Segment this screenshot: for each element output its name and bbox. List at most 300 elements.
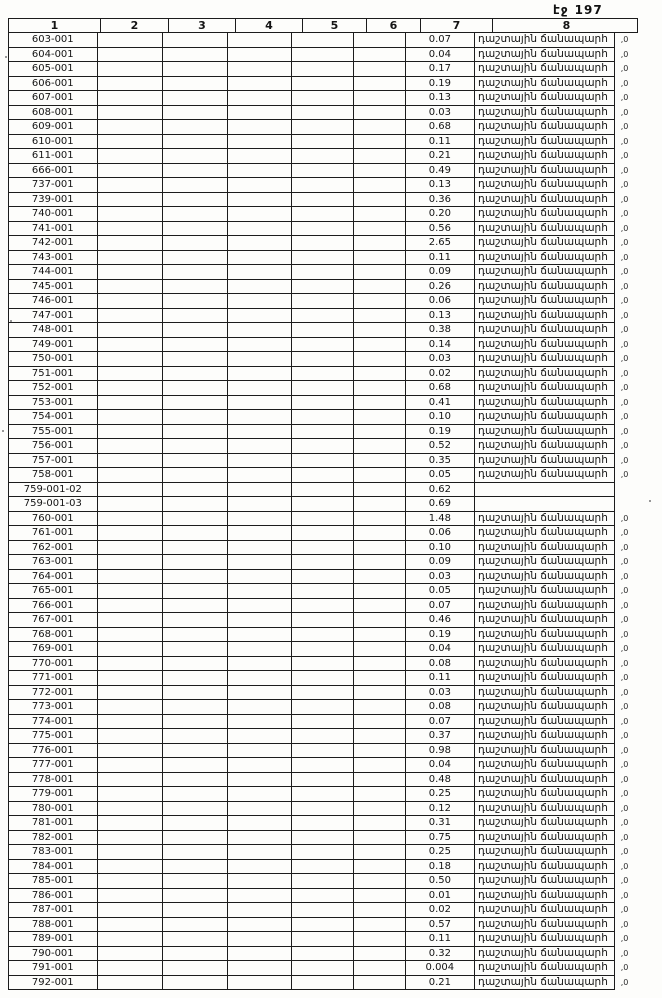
empty-cell — [227, 773, 292, 788]
empty-cell — [353, 541, 405, 556]
area-value-cell: 0.05 — [405, 584, 474, 599]
empty-cell — [291, 164, 353, 179]
margin-mark: ,0 — [620, 600, 629, 610]
empty-cell — [353, 657, 405, 672]
margin-mark: ,0 — [620, 905, 629, 914]
margin-mark: ,0 — [620, 78, 629, 88]
empty-cell — [227, 976, 292, 991]
empty-cell — [227, 497, 292, 512]
table-row — [8, 845, 638, 860]
land-type-cell: դաշտային ճանապարհ — [474, 309, 615, 324]
land-type-cell: դաշտային ճանապարհ — [474, 91, 615, 106]
parcel-code-cell: 666-001 — [8, 164, 97, 179]
parcel-code-cell: 768-001 — [8, 628, 97, 643]
margin-mark: ,0 — [620, 557, 629, 566]
empty-cell — [353, 903, 405, 918]
empty-cell — [291, 860, 353, 875]
land-type-cell: դաշտային ճանապարհ — [474, 628, 615, 643]
empty-cell — [162, 918, 227, 933]
empty-cell — [291, 294, 353, 309]
table-row — [8, 497, 638, 512]
empty-cell — [353, 91, 405, 106]
empty-cell — [353, 48, 405, 63]
empty-cell — [227, 599, 292, 614]
margin-mark: ,0 — [620, 267, 629, 276]
margin-mark: ,0 — [620, 629, 629, 639]
empty-cell — [291, 149, 353, 164]
column-header-7: 7 — [420, 18, 492, 33]
land-type-cell: դաշտային ճանապարհ — [474, 135, 615, 150]
land-type-cell: դաշտային ճանապարհ — [474, 744, 615, 759]
empty-cell — [162, 845, 227, 860]
empty-cell — [97, 787, 162, 802]
margin-mark: ,0 — [620, 397, 629, 407]
empty-cell — [162, 468, 227, 483]
table-row — [8, 323, 638, 338]
parcel-code-cell: 763-001 — [8, 555, 97, 570]
table-row — [8, 686, 638, 701]
parcel-code-cell: 603-001 — [8, 33, 97, 48]
parcel-code-cell: 776-001 — [8, 744, 97, 759]
empty-cell — [291, 425, 353, 440]
empty-cell — [291, 599, 353, 614]
land-type-cell: դաշտային ճանապարհ — [474, 381, 615, 396]
area-value-cell: 0.19 — [405, 425, 474, 440]
empty-cell — [227, 454, 292, 469]
table-row — [8, 309, 638, 324]
empty-cell — [227, 396, 292, 411]
margin-mark: ,0 — [620, 383, 629, 392]
land-type-cell: դաշտային ճանապարհ — [474, 541, 615, 556]
empty-cell — [97, 744, 162, 759]
area-value-cell: 0.11 — [405, 671, 474, 686]
empty-cell — [291, 222, 353, 237]
empty-cell — [162, 947, 227, 962]
empty-cell — [353, 715, 405, 730]
empty-cell — [291, 48, 353, 63]
land-type-cell: դաշտային ճանապարհ — [474, 439, 615, 454]
margin-mark: ,0 — [620, 745, 629, 755]
area-value-cell: 0.68 — [405, 381, 474, 396]
empty-cell — [162, 541, 227, 556]
table-row — [8, 758, 638, 773]
margin-mark — [615, 483, 638, 498]
empty-cell — [97, 555, 162, 570]
empty-cell — [162, 961, 227, 976]
land-type-cell: դաշտային ճանապարհ — [474, 178, 615, 193]
empty-cell — [291, 874, 353, 889]
table-row — [8, 280, 638, 295]
empty-cell — [353, 497, 405, 512]
empty-cell — [353, 439, 405, 454]
empty-cell — [162, 106, 227, 121]
empty-cell — [162, 570, 227, 585]
empty-cell — [227, 48, 292, 63]
empty-cell — [162, 381, 227, 396]
parcel-code-cell: 758-001 — [8, 468, 97, 483]
empty-cell — [353, 802, 405, 817]
empty-cell — [353, 512, 405, 527]
empty-cell — [227, 193, 292, 208]
empty-cell — [291, 280, 353, 295]
margin-mark: ,0 — [620, 122, 629, 131]
parcel-code-cell: 791-001 — [8, 961, 97, 976]
empty-cell — [291, 265, 353, 280]
area-value-cell: 0.32 — [405, 947, 474, 962]
empty-cell — [291, 193, 353, 208]
empty-cell — [353, 120, 405, 135]
table-row — [8, 222, 638, 237]
empty-cell — [353, 265, 405, 280]
empty-cell — [227, 729, 292, 744]
table-row — [8, 62, 638, 77]
table-row — [8, 483, 638, 498]
empty-cell — [227, 932, 292, 947]
empty-cell — [162, 976, 227, 991]
empty-cell — [97, 338, 162, 353]
empty-cell — [162, 178, 227, 193]
parcel-code-cell: 737-001 — [8, 178, 97, 193]
empty-cell — [353, 628, 405, 643]
land-type-cell: դաշտային ճանապարհ — [474, 512, 615, 527]
empty-cell — [227, 439, 292, 454]
land-type-cell: դաշտային ճանապարհ — [474, 860, 615, 875]
table-row — [8, 164, 638, 179]
empty-cell — [162, 294, 227, 309]
empty-cell — [97, 526, 162, 541]
empty-cell — [97, 381, 162, 396]
column-header-5: 5 — [302, 18, 366, 33]
margin-mark: ,0 — [620, 35, 629, 44]
empty-cell — [291, 903, 353, 918]
parcel-code-cell: 742-001 — [8, 236, 97, 251]
table-row — [8, 48, 638, 63]
empty-cell — [353, 207, 405, 222]
empty-cell — [227, 468, 292, 483]
table-row — [8, 512, 638, 527]
empty-cell — [162, 526, 227, 541]
margin-mark: ,0 — [620, 861, 629, 871]
empty-cell — [291, 410, 353, 425]
empty-cell — [291, 918, 353, 933]
area-value-cell: 0.11 — [405, 135, 474, 150]
area-value-cell: 0.01 — [405, 889, 474, 904]
empty-cell — [162, 671, 227, 686]
parcel-code-cell: 756-001 — [8, 439, 97, 454]
empty-cell — [97, 62, 162, 77]
empty-cell — [162, 744, 227, 759]
margin-mark: ,0 — [620, 151, 629, 160]
margin-mark: ,0 — [620, 977, 629, 987]
table-row — [8, 352, 638, 367]
parcel-code-cell: 753-001 — [8, 396, 97, 411]
land-type-cell: դաշտային ճանապարհ — [474, 193, 615, 208]
margin-mark: ,0 — [620, 963, 629, 972]
empty-cell — [291, 251, 353, 266]
land-type-cell: դաշտային ճանապարհ — [474, 410, 615, 425]
empty-cell — [353, 454, 405, 469]
area-value-cell: 0.04 — [405, 48, 474, 63]
empty-cell — [353, 860, 405, 875]
empty-cell — [353, 410, 405, 425]
land-type-cell: դաշտային ճանապարհ — [474, 889, 615, 904]
table-row — [8, 903, 638, 918]
parcel-code-cell: 606-001 — [8, 77, 97, 92]
empty-cell — [353, 309, 405, 324]
land-type-cell: դաշտային ճանապարհ — [474, 599, 615, 614]
empty-cell — [291, 961, 353, 976]
empty-cell — [353, 874, 405, 889]
margin-mark: ,0 — [620, 194, 629, 204]
margin-mark: ,0 — [620, 803, 629, 813]
parcel-code-cell: 784-001 — [8, 860, 97, 875]
area-value-cell: 0.57 — [405, 918, 474, 933]
area-value-cell: 0.07 — [405, 33, 474, 48]
parcel-code-cell: 789-001 — [8, 932, 97, 947]
empty-cell — [227, 715, 292, 730]
empty-cell — [291, 802, 353, 817]
empty-cell — [353, 686, 405, 701]
empty-cell — [162, 831, 227, 846]
data-table — [8, 18, 638, 990]
parcel-code-cell: 787-001 — [8, 903, 97, 918]
area-value-cell: 1.48 — [405, 512, 474, 527]
empty-cell — [97, 193, 162, 208]
land-type-cell: դաշտային ճանապարհ — [474, 932, 615, 947]
empty-cell — [291, 657, 353, 672]
land-type-cell: դաշտային ճանապարհ — [474, 425, 615, 440]
empty-cell — [227, 91, 292, 106]
land-type-cell: դաշտային ճանապարհ — [474, 903, 615, 918]
empty-cell — [291, 468, 353, 483]
empty-cell — [97, 961, 162, 976]
empty-cell — [291, 207, 353, 222]
table-row — [8, 91, 638, 106]
margin-mark: ,0 — [620, 571, 629, 581]
column-header-2: 2 — [100, 18, 168, 33]
column-header-3: 3 — [168, 18, 235, 33]
land-type-cell: դաշտային ճանապարհ — [474, 802, 615, 817]
area-value-cell: 0.52 — [405, 439, 474, 454]
empty-cell — [353, 135, 405, 150]
empty-cell — [227, 860, 292, 875]
column-header-8: 8 — [492, 18, 638, 33]
empty-cell — [97, 265, 162, 280]
empty-cell — [353, 918, 405, 933]
area-value-cell: 0.03 — [405, 106, 474, 121]
empty-cell — [162, 816, 227, 831]
empty-cell — [97, 454, 162, 469]
empty-cell — [227, 584, 292, 599]
land-type-cell: դաշտային ճանապարհ — [474, 686, 615, 701]
empty-cell — [227, 77, 292, 92]
empty-cell — [291, 700, 353, 715]
empty-cell — [162, 599, 227, 614]
area-value-cell: 0.19 — [405, 628, 474, 643]
empty-cell — [97, 758, 162, 773]
empty-cell — [162, 802, 227, 817]
empty-cell — [162, 758, 227, 773]
table-row — [8, 932, 638, 947]
table-row — [8, 671, 638, 686]
empty-cell — [97, 657, 162, 672]
empty-cell — [162, 860, 227, 875]
empty-cell — [291, 323, 353, 338]
empty-cell — [291, 816, 353, 831]
area-value-cell: 0.36 — [405, 193, 474, 208]
table-row — [8, 773, 638, 788]
margin-mark: ,0 — [620, 455, 629, 465]
land-type-cell: դաշտային ճանապարհ — [474, 816, 615, 831]
empty-cell — [291, 381, 353, 396]
empty-cell — [162, 425, 227, 440]
table-row — [8, 381, 638, 396]
empty-cell — [97, 816, 162, 831]
scan-artifact — [5, 56, 7, 58]
parcel-code-cell: 748-001 — [8, 323, 97, 338]
land-type-cell: դաշտային ճանապարհ — [474, 526, 615, 541]
area-value-cell: 0.38 — [405, 323, 474, 338]
table-row — [8, 338, 638, 353]
empty-cell — [97, 729, 162, 744]
area-value-cell: 0.07 — [405, 599, 474, 614]
margin-mark: ,0 — [620, 441, 629, 450]
margin-mark: ,0 — [620, 238, 629, 247]
table-row — [8, 889, 638, 904]
empty-cell — [97, 396, 162, 411]
table-row — [8, 410, 638, 425]
land-type-cell: դաշտային ճանապարհ — [474, 33, 615, 48]
empty-cell — [227, 961, 292, 976]
empty-cell — [227, 657, 292, 672]
parcel-code-cell: 759-001-02 — [8, 483, 97, 498]
area-value-cell: 0.06 — [405, 294, 474, 309]
empty-cell — [353, 338, 405, 353]
area-value-cell: 0.46 — [405, 613, 474, 628]
empty-cell — [291, 77, 353, 92]
empty-cell — [97, 976, 162, 991]
table-row — [8, 613, 638, 628]
empty-cell — [353, 584, 405, 599]
empty-cell — [162, 352, 227, 367]
empty-cell — [291, 483, 353, 498]
empty-cell — [227, 787, 292, 802]
empty-cell — [291, 715, 353, 730]
margin-mark: ,0 — [620, 673, 629, 682]
parcel-code-cell: 752-001 — [8, 381, 97, 396]
parcel-code-cell: 604-001 — [8, 48, 97, 63]
margin-mark: ,0 — [620, 818, 629, 827]
page-number-value: 197 — [574, 3, 603, 17]
empty-cell — [227, 236, 292, 251]
land-type-cell: դաշտային ճանապարհ — [474, 700, 615, 715]
empty-cell — [97, 33, 162, 48]
empty-cell — [162, 874, 227, 889]
land-type-cell: դաշտային ճանապարհ — [474, 236, 615, 251]
table-row — [8, 787, 638, 802]
table-row — [8, 599, 638, 614]
empty-cell — [162, 120, 227, 135]
empty-cell — [97, 164, 162, 179]
table-row — [8, 700, 638, 715]
empty-cell — [162, 889, 227, 904]
area-value-cell: 0.10 — [405, 541, 474, 556]
empty-cell — [97, 918, 162, 933]
empty-cell — [227, 381, 292, 396]
table-row — [8, 584, 638, 599]
area-value-cell: 0.11 — [405, 251, 474, 266]
empty-cell — [97, 280, 162, 295]
margin-mark: ,0 — [620, 919, 629, 929]
parcel-code-cell: 749-001 — [8, 338, 97, 353]
area-value-cell: 0.02 — [405, 367, 474, 382]
empty-cell — [97, 512, 162, 527]
parcel-code-cell: 757-001 — [8, 454, 97, 469]
page-label: էջ — [553, 3, 569, 17]
land-type-cell: դաշտային ճանապարհ — [474, 77, 615, 92]
empty-cell — [291, 584, 353, 599]
parcel-code-cell: 741-001 — [8, 222, 97, 237]
area-value-cell: 0.18 — [405, 860, 474, 875]
empty-cell — [162, 512, 227, 527]
area-value-cell: 0.69 — [405, 497, 474, 512]
empty-cell — [97, 135, 162, 150]
parcel-code-cell: 609-001 — [8, 120, 97, 135]
empty-cell — [227, 338, 292, 353]
empty-cell — [353, 178, 405, 193]
empty-cell — [97, 570, 162, 585]
empty-cell — [227, 294, 292, 309]
empty-cell — [353, 932, 405, 947]
table-row — [8, 831, 638, 846]
empty-cell — [291, 570, 353, 585]
margin-mark: ,0 — [620, 136, 629, 146]
land-type-cell: դաշտային ճանապարհ — [474, 570, 615, 585]
parcel-code-cell: 766-001 — [8, 599, 97, 614]
area-value-cell: 0.50 — [405, 874, 474, 889]
parcel-code-cell: 754-001 — [8, 410, 97, 425]
land-type-cell: դաշտային ճանապարհ — [474, 294, 615, 309]
empty-cell — [291, 120, 353, 135]
parcel-code-cell: 739-001 — [8, 193, 97, 208]
empty-cell — [97, 773, 162, 788]
margin-mark: ,0 — [620, 586, 629, 595]
table-row — [8, 715, 638, 730]
parcel-code-cell: 740-001 — [8, 207, 97, 222]
empty-cell — [227, 120, 292, 135]
scan-artifact — [10, 320, 12, 322]
empty-cell — [227, 280, 292, 295]
empty-cell — [291, 512, 353, 527]
parcel-code-cell: 746-001 — [8, 294, 97, 309]
parcel-code-cell: 774-001 — [8, 715, 97, 730]
empty-cell — [162, 613, 227, 628]
empty-cell — [97, 889, 162, 904]
table-row — [8, 135, 638, 150]
empty-cell — [227, 106, 292, 121]
land-type-cell: դաշտային ճանապարհ — [474, 657, 615, 672]
empty-cell — [97, 410, 162, 425]
empty-cell — [162, 932, 227, 947]
land-type-cell: դաշտային ճանապարհ — [474, 845, 615, 860]
empty-cell — [97, 425, 162, 440]
table-row — [8, 526, 638, 541]
empty-cell — [291, 91, 353, 106]
parcel-code-cell: 782-001 — [8, 831, 97, 846]
empty-cell — [353, 671, 405, 686]
empty-cell — [353, 77, 405, 92]
area-value-cell: 0.09 — [405, 555, 474, 570]
